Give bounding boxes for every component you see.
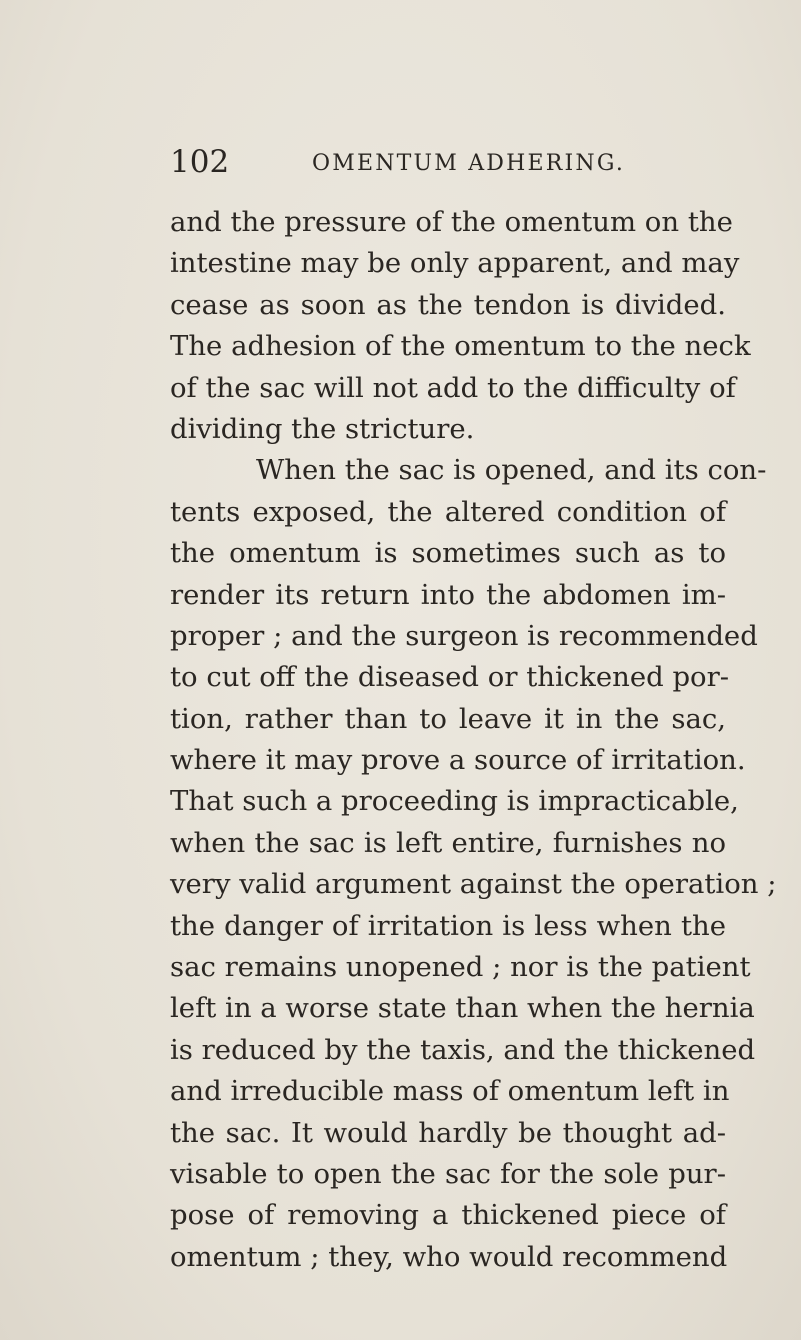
text-line: When the sac is opened, and its con- <box>256 454 767 487</box>
text-line: very valid argument against the operation ; <box>170 868 777 901</box>
text-line: left in a worse state than when the hernia <box>170 992 755 1025</box>
text-line: sac remains unopened ; nor is the patient <box>170 951 751 984</box>
text-line: intestine may be only apparent, and may <box>170 247 740 280</box>
text-line: to cut off the diseased or thickened por- <box>170 661 730 694</box>
text-line: omentum ; they, who would recommend <box>170 1240 728 1273</box>
text-line: the omentum is sometimes such as to <box>170 537 726 570</box>
text-line: The adhesion of the omentum to the neck <box>170 330 751 363</box>
text-line: is reduced by the taxis, and the thickened <box>170 1033 756 1066</box>
text-line: the sac. It would hardly be thought ad- <box>170 1116 726 1149</box>
text-line: when the sac is left entire, furnishes no <box>170 826 726 859</box>
text-line: dividing the stricture. <box>170 412 475 445</box>
text-line: of the sac will not add to the difficulty of <box>170 371 736 404</box>
text-line: tents exposed, the altered condition of <box>170 495 726 528</box>
text-line: visable to open the sac for the sole pur- <box>170 1157 726 1190</box>
text-line: proper ; and the surgeon is recommended <box>170 619 758 652</box>
text-line: where it may prove a source of irritation. <box>170 744 746 777</box>
text-line: and irreducible mass of omentum left in <box>170 1075 730 1108</box>
page-header <box>170 140 740 184</box>
text-line: pose of removing a thickened piece of <box>170 1199 726 1232</box>
body-text <box>170 202 777 1278</box>
text-line: render its return into the abdomen im- <box>170 578 726 611</box>
text-line: the danger of irritation is less when the <box>170 909 726 942</box>
text-line: tion, rather than to leave it in the sac, <box>170 702 726 735</box>
running-head: OMENTUM ADHERING. <box>312 151 626 176</box>
text-line: That such a proceeding is impracticable, <box>170 785 739 818</box>
text-line: and the pressure of the omentum on the <box>170 206 733 238</box>
page-number: 102 <box>170 144 230 180</box>
text-line: cease as soon as the tendon is divided. <box>170 288 726 321</box>
